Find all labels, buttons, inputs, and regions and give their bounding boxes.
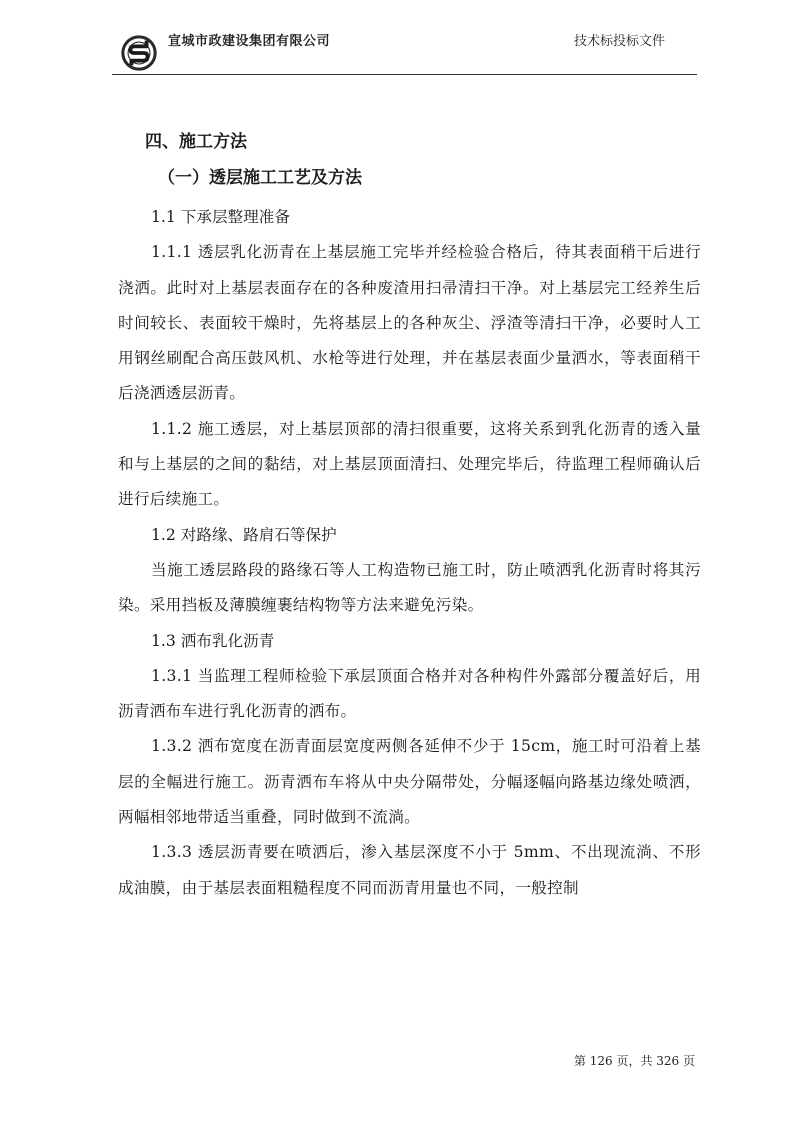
paragraph-1-1-2: 1.1.2 施工透层，对上基层顶部的清扫很重要，这将关系到乳化沥青的透入量和与上基层的之间的黏结，对上基层顶面清扫、处理完毕后，待监理工程师确认后进行后续施工。	[118, 419, 701, 509]
section-heading: 四、施工方法	[145, 132, 247, 152]
subsection-heading: （一）透层施工工艺及方法	[158, 168, 362, 188]
paragraph-1-2: 当施工透层路段的路缘石等人工构造物已施工时，防止喷洒乳化沥青时将其污染。采用挡板及薄膜缠裹结构物等方法来避免污染。	[118, 560, 701, 615]
subsection-1-3-title: 1.3 洒布乳化沥青	[151, 631, 275, 650]
paragraph-1-3-2: 1.3.2 洒布宽度在沥青面层宽度两侧各延伸不少于 15cm，施工时可沿着上基层的全幅进行施工。沥青洒布车将从中央分隔带处，分幅逐幅向路基边缘处喷洒，两幅相邻地带适当重叠，同时做到不流淌。	[118, 737, 701, 827]
subsection-1-1-title: 1.1 下承层整理准备	[151, 208, 290, 226]
document-type: 技术标投标文件	[573, 34, 665, 49]
document-body	[118, 124, 701, 906]
paragraph-1-3-1: 1.3.1 当监理工程师检验下承层顶面合格并对各种构件外露部分覆盖好后，用沥青洒布车进行乳化沥青的洒布。	[118, 666, 701, 721]
subsection-1-2-title: 1.2 对路缘、路肩石等保护	[151, 525, 337, 544]
company-name: 宣城市政建设集团有限公司	[168, 34, 331, 49]
paragraph-1-3-3: 1.3.3 透层沥青要在喷洒后，渗入基层深度不小于 5mm、不出现流淌、不形成油膜，由于基层表面粗糙程度不同而沥青用量也不同，一般控制	[118, 843, 701, 897]
page-number: 第 126 页，共 326 页	[573, 1054, 695, 1068]
paragraph-1-1-1: 1.1.1 透层乳化沥青在上基层施工完毕并经检验合格后，待其表面稍干后进行浇洒。此时对上基层表面存在的各种废渣用扫帚清扫干净。对上基层完工经养生后时间较长、表面较干燥时，先将基层上的各种灰尘、浮渣等清扫干净，必要时人工用钢丝刷配合高压鼓风机、水枪等进行处理，并在基层表面少量洒水，等表面稍干后浇洒透层沥青。	[118, 243, 701, 403]
page-header	[112, 28, 697, 75]
company-logo-icon	[120, 34, 158, 72]
